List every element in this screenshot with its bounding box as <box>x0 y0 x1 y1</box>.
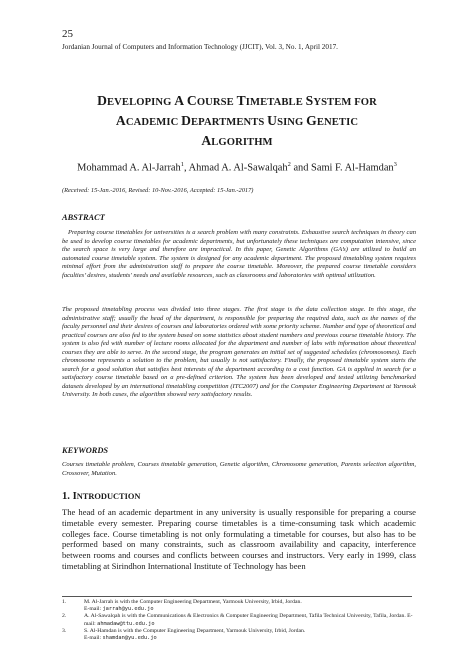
title-cap: T <box>236 93 246 108</box>
footnote-text <box>84 599 418 613</box>
title-cap: A C <box>174 93 197 108</box>
footnote-body: M. Al-Jarrah is with the Computer Engineering Department, Yarmouk University, Irbid, Jordan. <box>84 599 302 605</box>
keywords-text: Courses timetable problem, Courses timetable generation, Genetic algorithm, Chromosome generation, Parents selection algorithm, Crossover, Mutation. <box>62 461 416 477</box>
footnote-text <box>84 613 418 627</box>
page-number: 25 <box>62 28 73 40</box>
title-small-caps: SING <box>277 117 307 128</box>
footnote-email: shamdan@yu.edu.jo <box>102 635 157 642</box>
paper-title <box>40 92 434 152</box>
footnote-email-label: E-mail: <box>84 606 103 613</box>
footnote-number: 1. <box>62 599 67 605</box>
title-cap: D <box>181 113 191 128</box>
journal-header: Jordanian Journal of Computers and Information Technology (JJCIT), Vol. 3, No. 1, April 2017. <box>62 43 338 51</box>
heading-small-caps: NTRODUCTION <box>76 492 141 501</box>
title-cap: U <box>267 113 278 128</box>
heading-number: 1. I <box>62 491 77 502</box>
title-cap: S <box>305 93 314 108</box>
title-small-caps: CADEMIC <box>125 117 182 128</box>
title-cap: D <box>97 93 108 108</box>
author-list <box>40 161 434 173</box>
footnote <box>62 599 418 613</box>
keywords-heading: KEYWORDS <box>62 446 109 455</box>
author-affiliation-mark: 3 <box>393 161 397 168</box>
footnote-email: ahmadaw@ttu.edu.jo <box>97 620 155 627</box>
footnotes <box>62 599 418 642</box>
title-small-caps: ENETIC <box>316 117 359 128</box>
footnote <box>62 613 418 627</box>
title-small-caps: YSTEM FOR <box>313 97 377 108</box>
author-name: Ahmad A. Al-Sawalqah <box>188 162 288 174</box>
footnote <box>62 628 418 642</box>
title-small-caps: EVELOPING <box>107 97 175 108</box>
introduction-heading <box>62 491 140 502</box>
abstract-paragraph-1: Preparing course timetables for universities is a search problem with many constraints. Exhaustive search techniques in theory can be used to develop course timetables for academic departments, but unfortunately these techniques are computation intensive, since the search space is very large and therefore are impractical. In this paper, Genetic Algorithms (GA’s) are utilized to build an automated course timetable system. The system is designed for any academic department. The proposed timetabling system requires minimal effort from the administration staff to prepare the course timetable. Moreover, the prepared course timetable considers faculties’ desires, students' needs and available resources, such as classrooms and laboratories with optimal utilization. <box>62 229 416 279</box>
footnote-body: A. Al-Sawalqah is with the Communications & Electronics & Computer Engineering Department, Tafila Technical University, Tafila, Jordan. E-mail: <box>84 613 413 627</box>
footnote-text <box>84 628 418 642</box>
title-small-caps: EPARTMENTS <box>191 117 268 128</box>
footnote-divider <box>62 596 412 597</box>
footnote-number: 2. <box>62 613 67 620</box>
abstract-paragraph-2: The proposed timetabling process was divided into three stages. The first stage is the data collection stage. In this stage, the administrative staff; usually the head of the department, is responsible for preparing the required data, such as the names of the faculty personnel and their desires of courses and laboratories ordered with some priority scheme. Number and type of theoretical and practical courses are also fed to the system based on some statistics about student numbers and previous course timetable history. The system is also fed with number of lecture rooms allocated for the department and number of labs with information about theoretical courses they are able to serve. In the second stage, the program generates an initial set of suggested schedules (chromosomes). Each chromosome represents a solution to the problem, but usually is not satisfactory. Finally, the proposed timetable system starts the search for a good solution that satisfies best interests of the department according to a cost function. GA is applied in search for a satisfactory course timetable based on a pre-defined criterion. The system has been developed and tested utilizing benchmarked datasets developed by an international timetabling competition (ITC2007) and for the Computer Engineering Department at Yarmouk University. In both cases, the algorithm showed very satisfactory results. <box>62 306 416 399</box>
title-cap: A <box>115 113 126 128</box>
author-affiliation-mark: 2 <box>287 161 291 168</box>
author-separator: , <box>183 162 189 174</box>
title-cap: G <box>306 113 317 128</box>
received-dates: (Received: 15-Jan.-2016, Revised: 10-Nov.-2016, Accepted: 15-Jan.-2017) <box>62 187 254 194</box>
title-line-1 <box>40 92 434 112</box>
footnote-email-label: E-mail: <box>84 635 103 642</box>
footnote-body: S. Al-Hamdan is with the Computer Engineering Department, Yarmouk University, Irbid, Jordan. <box>84 627 306 634</box>
abstract-heading: ABSTRACT <box>62 213 105 222</box>
title-small-caps: IMETABLE <box>245 97 306 108</box>
author-name: Sami F. Al-Hamdan <box>311 162 394 174</box>
author-affiliation-mark: 1 <box>180 161 184 168</box>
title-small-caps: OURSE <box>196 97 237 108</box>
footnote-email: jarrah@yu.edu.jo <box>102 606 154 613</box>
author-name: Mohammad A. Al-Jarrah <box>77 162 181 174</box>
title-line-2 <box>40 112 434 132</box>
author-separator: and <box>290 162 312 174</box>
introduction-paragraph: The head of an academic department in any university is usually responsible for preparing a course timetable every semester. Preparing course timetables is a time-consuming task which academic colleges face. Course timetabling is not only formulating a timetable for courses, but also has to be performed based on many constraints, such as classroom availability and capacity, interference between rooms and courses and conflicts between courses and instructors. Very early in 1999, class timetabling at Sirindhon International Institute of Technology has been <box>62 507 416 571</box>
footnote-number: 3. <box>62 627 67 634</box>
title-cap: A <box>201 133 212 148</box>
title-small-caps: LGORITHM <box>211 137 273 148</box>
title-line-3 <box>40 132 434 152</box>
